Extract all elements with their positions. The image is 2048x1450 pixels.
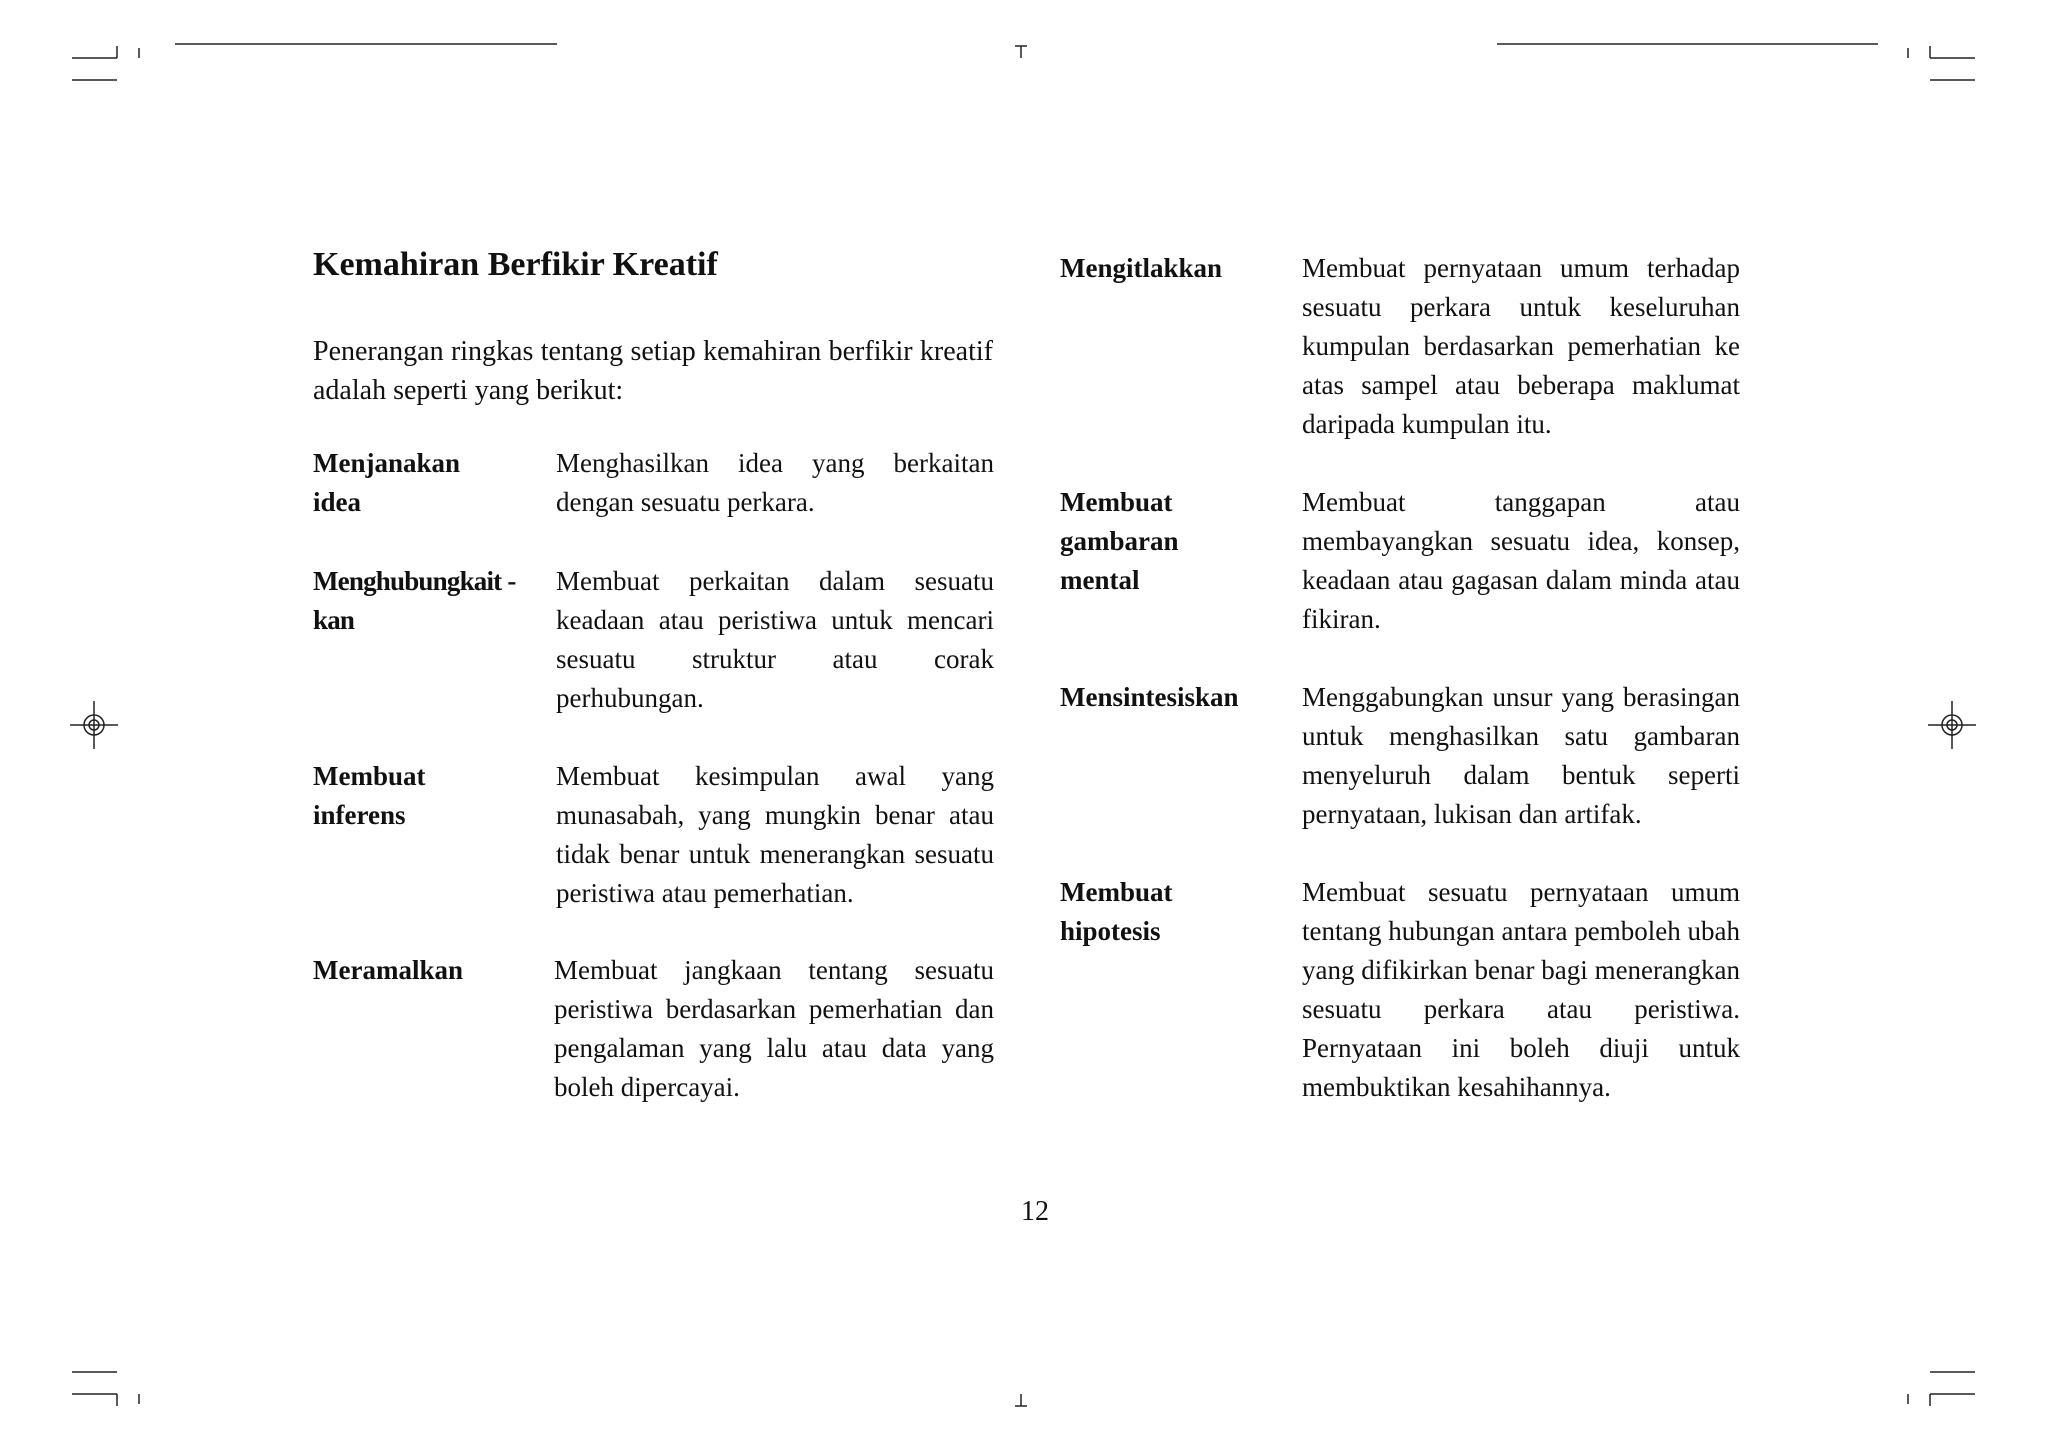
- page-title: Kemahiran Berfikir Kreatif: [313, 246, 718, 283]
- desc-membuat-inferens: Membuat kesimpulan awal yang munasabah, yang mungkin benar atau tidak benar untuk menerangkan sesuatu peristiwa atau pemerhatian.: [556, 761, 994, 908]
- desc-membuat-gambaran-mental: Membuat tanggapan atau membayangkan sesuatu idea, konsep, keadaan atau gagasan dalam minda atau fikiran.: [1302, 487, 1740, 634]
- desc-mengitlakkan: Membuat pernyataan umum terhadap sesuatu perkara untuk keseluruhan kumpulan berdasarkan pemerhatian ke atas sampel atau beberapa maklumat daripada kumpulan itu.: [1302, 253, 1740, 439]
- term-menghubungkaitkan: Menghubungkait -kan: [313, 566, 516, 635]
- desc-meramalkan: Membuat jangkaan tentang sesuatu peristiwa berdasarkan pemerhatian dan pengalaman yang lalu atau data yang boleh dipercayai.: [554, 955, 994, 1102]
- term-membuat-inferens: Membuat inferens: [313, 761, 426, 830]
- desc-membuat-hipotesis: Membuat sesuatu pernyataan umum tentang hubungan antara pemboleh ubah yang difikirkan benar bagi menerangkan sesuatu perkara atau peristiwa. Pernyataan ini boleh diuji untuk membuktikan kesahihannya.: [1302, 877, 1740, 1102]
- term-menjanakan-idea: Menjanakan idea: [313, 448, 461, 517]
- page-number: 12: [1021, 1196, 1049, 1227]
- desc-menghubungkaitkan: Membuat perkaitan dalam sesuatu keadaan atau peristiwa untuk mencari sesuatu struktur atau corak perhubungan.: [556, 566, 994, 713]
- desc-mensintesiskan: Menggabungkan unsur yang berasingan untuk menghasilkan satu gambaran menyeluruh dalam bentuk seperti pernyataan, lukisan dan artifak.: [1302, 682, 1740, 829]
- term-membuat-gambaran-mental: Membuat gambaran mental: [1060, 487, 1179, 595]
- term-meramalkan: Meramalkan: [313, 955, 463, 985]
- term-membuat-hipotesis: Membuat hipotesis: [1060, 877, 1173, 946]
- term-mensintesiskan: Mensintesiskan: [1060, 682, 1239, 712]
- term-mengitlakkan: Mengitlakkan: [1060, 253, 1223, 283]
- intro-paragraph: Penerangan ringkas tentang setiap kemahiran berfikir kreatif adalah seperti yang berikut:: [313, 336, 993, 406]
- desc-menjanakan-idea: Menghasilkan idea yang berkaitan dengan sesuatu perkara.: [556, 448, 994, 517]
